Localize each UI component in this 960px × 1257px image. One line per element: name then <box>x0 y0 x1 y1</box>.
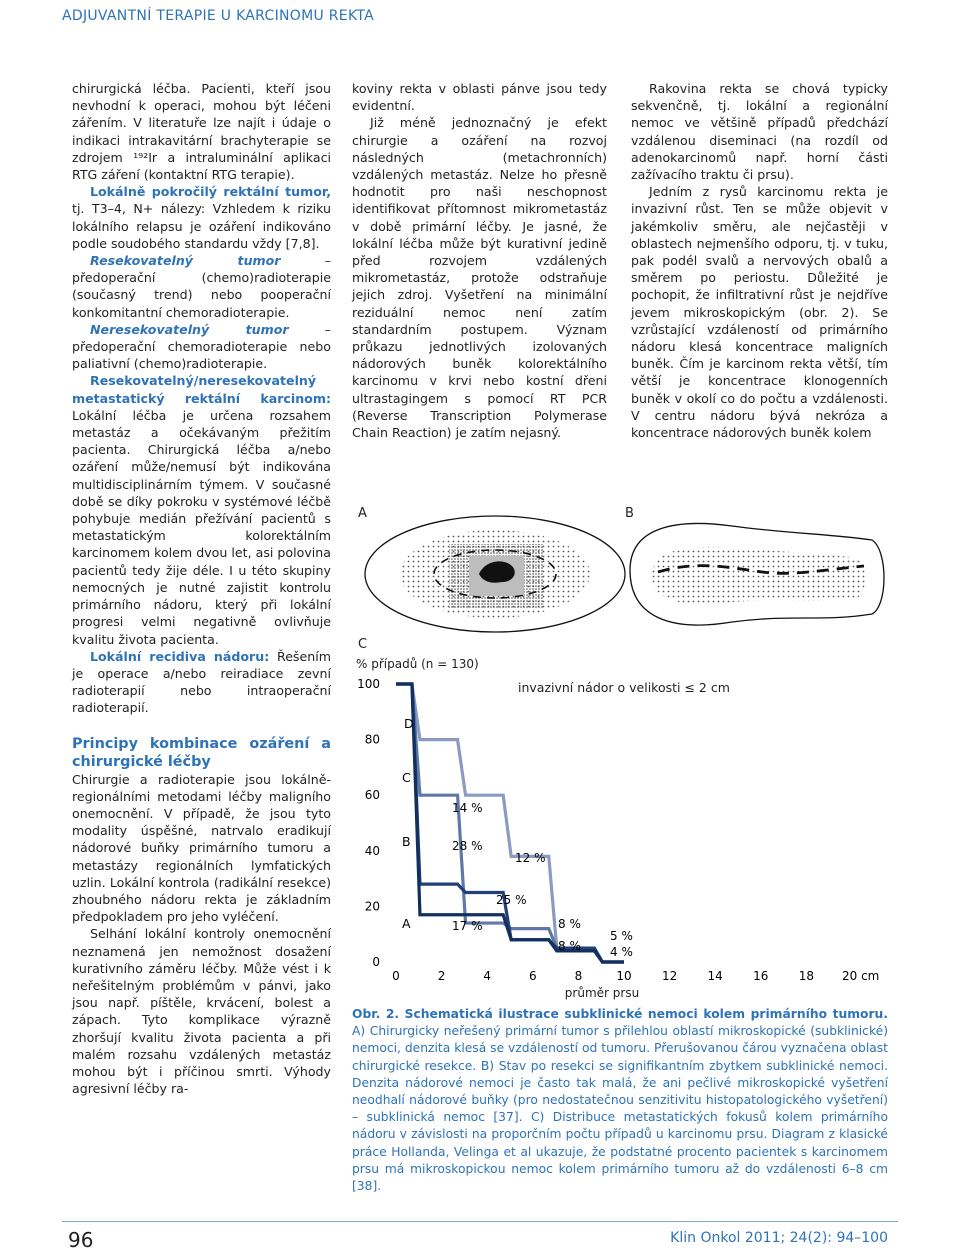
footer-divider <box>62 1221 898 1222</box>
y-tick-label: 60 <box>364 788 380 803</box>
y-tick-label: 0 <box>372 955 380 969</box>
data-label: 8 % <box>558 939 581 953</box>
y-tick-label: 20 <box>364 899 380 914</box>
x-tick-label: 16 <box>753 969 769 983</box>
y-tick-label: 40 <box>364 843 380 858</box>
y-tick-label: 80 <box>364 732 380 747</box>
metastatic-foci-chart <box>352 650 892 1002</box>
series-line-d <box>396 684 624 962</box>
x-tick-label: 20 cm <box>842 969 880 983</box>
chart-annotation: invazivní nádor o velikosti ≤ 2 cm <box>518 680 730 695</box>
paragraph-text: tj. T3–4, N+ nálezy: Vzhledem k riziku lokálního relapsu je ozáření indikováno podle soudobého standardu vždy [7,8]. <box>72 201 331 251</box>
x-tick-label: 18 <box>798 969 815 983</box>
data-label: 17 % <box>452 919 483 933</box>
section-heading: Principy kombinace ozáření a chirurgické léčby <box>72 735 331 770</box>
x-tick-label: 8 <box>574 969 583 983</box>
paragraph: Chirurgie a radioterapie jsou lokálně-regionálními metodami léčby maligního onemocnění. V případě, že jsou tyto modality úspěšné, natrvalo eradikují nádorové buňky primárního tumoru a metastázy regionálních lymfatických uzlin. Lokální kontrola (radikální resekce) zhoubného nádoru rekta je základním předpokladem pro jeho vyléčení. <box>72 771 331 925</box>
residual-subclinical-zone <box>652 547 865 604</box>
paragraph <box>72 372 331 647</box>
series-line-b <box>396 684 624 962</box>
run-in-heading: Resekovatelný/neresekovatelný metastatický rektální karcinom: <box>72 373 331 406</box>
running-header: ADJUVANTNÍ TERAPIE U KARCINOMU REKTA <box>62 8 374 24</box>
x-tick-label: 0 <box>392 969 400 983</box>
x-tick-label: 14 <box>707 969 723 983</box>
paragraph <box>72 648 331 717</box>
series-label: A <box>402 916 411 931</box>
data-label: 8 % <box>558 917 581 931</box>
paragraph-text: – předoperační chemoradioterapie nebo paliativní (chemo)radioterapie. <box>72 321 331 372</box>
y-tick-label: 100 <box>357 677 380 691</box>
caption-text: A) Chirurgicky neřešený primární tumor s přilehlou oblastí mikroskopické (subklinické) nemoci, denzita klesá se vzdáleností od tumoru. Přerušovanou čárou vyznačena oblast chirurgické resekce. B) Stav po resekci se signifikantním zbytkem subklinické nemoci. Denzita nádorové nemoci je často tak malá, že ani pečlivé mikroskopické vyšetření neodhalí nádorové buňky (pro nedostatečnou senzitivitu histopatologického vyšetření) – subklinická nemoc [37]. C) Distribuce metastatických fokusů kolem primárního nádoru v závislosti na proporčním počtu případů u karcinomu prsu. Diagram z klasické práce Hollanda, Velinga et al ukazuje, že podstatné procento pacientek s karcinomem prsu má mikroskopickou nemoc kolem primárního tumoru až do vzdálenosti 6–8 cm [38]. <box>352 1024 888 1194</box>
series-label: D <box>404 716 414 731</box>
x-tick-label: 12 <box>661 969 678 983</box>
series-label: B <box>402 834 411 849</box>
figure-panel-label: A <box>358 506 367 521</box>
y-tick-labels <box>357 677 380 969</box>
paragraph-text: – předoperační (chemo)radioterapie (současný trend) nebo pooperační konkomitantní chemoradioterapie. <box>72 253 331 320</box>
column-middle <box>352 80 607 441</box>
y-axis-label: % případů (n = 130) <box>356 657 479 671</box>
journal-citation: Klin Onkol 2011; 24(2): 94–100 <box>670 1230 888 1246</box>
paragraph <box>72 183 331 252</box>
series-line-c <box>396 684 624 962</box>
figure-caption <box>352 1006 888 1195</box>
paragraph-text: Lokální léčba je určena rozsahem metastáz a očekávaným přežitím pacienta. Chirurgická léčba a/nebo ozáření může/nemusí být indikována multidisciplinárním týmem. V současné době se díky pokroku v systémové léčbě pohybuje medián přežívání pacientů s metastatickým kolorektálním karcinomem kolem dvou let, asi polovina pacientů tedy žije déle. I u této skupiny nemocných je nutné zajistit kontrolu primárního nádoru, který při lokální progresi velmi negativně ovlivňuje kvalitu života pacienta. <box>72 407 331 647</box>
series-label: C <box>402 770 411 785</box>
paragraph: Selhání lokální kontroly onemocnění neznamená jen nemožnost dosažení kurativního záměru léčby. Může vést i k neřešitelným problémům v pánvi, jako jsou např. píštěle, krvácení, bolest a zápach. Tyto komplikace výrazně zhoršují kvalitu života pacienta a při malém rozsahu vzdálených metastáz mohou být i příčinou smrti. Výhody agresivní léčby ra- <box>72 926 331 1097</box>
paragraph: Již méně jednoznačný je efekt chirurgie a ozáření na rozvoj následných (metachronních) vzdálených metastáz. Nelze ho přesně hodnotit pro naši neschopnost identifikovat přítomnost mikrometastáz v době primární léčby. Je jasné, že lokální léčba může být kurativní jedině před rozvojem vzdálených mikrometastáz, protože odstraňuje jejich zdroj. Vyšetření na minimální reziduální nemoc není zatím standardním postupem. Význam průkazu jednotlivých izolovaných nádorových buněk kolorektálního karcinomu v krvi nebo kostní dřeni ultrastagingem s pomocí RT PCR (Reverse Transcription Polymerase Chain Reaction) je zatím nejasný. <box>352 115 607 441</box>
paragraph <box>72 252 331 321</box>
paragraph: Rakovina rekta se chová typicky sekvenčně, tj. lokální a regionální nemoc ve většině případů předchází vzdálenou diseminaci (na rozdíl od adenokarcinomů např. horní části zažívacího traktu či prsu). <box>631 81 888 183</box>
x-tick-labels <box>392 969 879 983</box>
run-in-heading: Neresekovatelný tumor <box>90 321 289 337</box>
x-tick-label: 4 <box>483 969 492 983</box>
x-axis-label: průměr prsu <box>564 986 640 1000</box>
paragraph <box>72 321 331 373</box>
data-label: 25 % <box>496 893 527 907</box>
data-labels <box>452 801 633 959</box>
data-label: 5 % <box>610 929 633 943</box>
series-line-a <box>396 684 624 962</box>
paragraph-text: Řešením je operace a/nebo reiradiace zevní radioterapií nebo intraoperační radioterapií. <box>72 648 331 716</box>
data-label: 12 % <box>515 851 546 865</box>
x-tick-label: 2 <box>437 969 446 983</box>
x-tick-label: 10 <box>616 969 632 983</box>
column-left <box>72 80 331 1097</box>
x-tick-label: 6 <box>528 969 537 983</box>
paragraph: chirurgická léčba. Pacienti, kteří jsou nevhodní k operaci, mohou být léčeni zářením. V literatuře lze najít i údaje o indikaci intrakavitární brachyterapie se zdrojem ¹⁹²Ir a intraluminální aplikaci RTG záření (kontaktní RTG terapie). <box>72 81 331 183</box>
run-in-heading: Lokální recidiva nádoru: <box>90 648 270 664</box>
paragraph: koviny rekta v oblasti pánve jsou tedy evidentní. <box>352 81 607 114</box>
page-number: 96 <box>68 1228 94 1252</box>
figure-panel-label: B <box>625 506 634 521</box>
column-right <box>631 80 888 441</box>
caption-title: Obr. 2. Schematická ilustrace subklinické nemoci kolem primárního tumoru. <box>352 1007 888 1021</box>
data-label: 28 % <box>452 839 483 853</box>
figure-panels-ab <box>352 510 892 640</box>
run-in-heading: Lokálně pokročilý rektální tumor, <box>90 184 331 200</box>
data-label: 4 % <box>610 945 633 959</box>
series-lines <box>396 684 624 962</box>
paragraph: Jedním z rysů karcinomu rekta je invazivní růst. Ten se může objevit v jakémkoliv směru, ale nejčastěji v oblastech nejmenšího odporu, tj. v tuku, pak podél svalů a nervových obalů a směrem po periostu. Důležité je pochopit, že infiltrativní růst je nejdříve jevem mikroskopickým (obr. 2). Se vzrůstající vzdáleností od primárního nádoru klesá koncentrace maligních buněk. Čím je karcinom rekta větší, tím větší je koncentrace klonogenních buněk v okolí co do počtu a vzdálenosti. V centru nádoru bývá nekróza a koncentrace nádorových buněk kolem <box>631 184 888 441</box>
run-in-heading: Resekovatelný tumor <box>90 253 281 269</box>
figure-panel-label: C <box>358 637 368 652</box>
data-label: 14 % <box>452 801 483 815</box>
